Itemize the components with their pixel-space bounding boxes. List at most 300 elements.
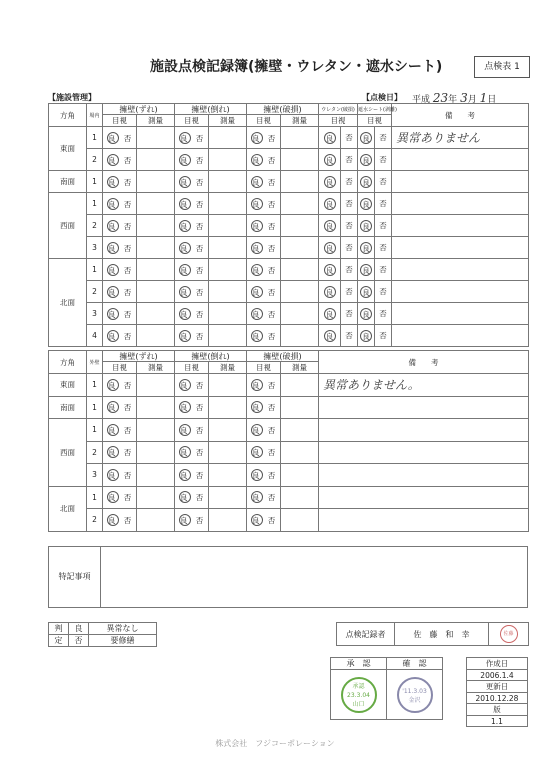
tilt-measure-cell: [209, 193, 247, 215]
side-south: 南面: [49, 171, 87, 193]
bad-mark: 否: [267, 155, 276, 165]
header-shift-measure: 測量: [137, 115, 175, 127]
bad-mark: 否: [267, 493, 276, 503]
tilt-measure-cell: [209, 281, 247, 303]
bad-mark: 否: [267, 287, 276, 297]
approve-stamp: [341, 677, 377, 713]
urethane-bad-cell: [341, 149, 358, 171]
tilt-measure-cell: [209, 127, 247, 149]
damage-visual-cell: [247, 509, 281, 532]
shift-measure-cell: [137, 127, 175, 149]
table-row: [49, 486, 529, 509]
confirm-stamp: [397, 677, 433, 713]
good-mark: 良: [179, 379, 191, 391]
row-number: 2: [87, 215, 103, 237]
good-mark: 良: [251, 198, 263, 210]
sheet-good-cell: [358, 215, 375, 237]
shift-visual-cell: [103, 441, 137, 464]
tilt-measure-cell: [209, 303, 247, 325]
table-row: [49, 509, 529, 532]
header-damage-measure: 測量: [281, 115, 319, 127]
good-mark: 良: [251, 154, 263, 166]
tilt-visual-cell: [175, 396, 209, 419]
judgment-good: 良: [69, 623, 89, 635]
good-mark: 良: [179, 424, 191, 436]
bad-mark: 否: [123, 199, 132, 209]
good-mark: 良: [360, 154, 372, 166]
good-mark: 良: [107, 491, 119, 503]
judgment-label-1: 判: [49, 623, 69, 635]
good-mark: 良: [324, 330, 336, 342]
bad-mark: 否: [267, 515, 276, 525]
remarks-cell: [319, 486, 529, 509]
bad-mark: 否: [345, 155, 353, 164]
good-mark: 良: [251, 220, 263, 232]
row-number: 2: [87, 441, 103, 464]
shift-measure-cell: [137, 259, 175, 281]
table-row: [49, 303, 529, 325]
shift-measure-cell: [137, 193, 175, 215]
tilt-measure-cell: [209, 259, 247, 281]
bad-mark: 否: [379, 265, 387, 274]
tilt-visual-cell: [175, 193, 209, 215]
table-row: [49, 441, 529, 464]
row-number: 3: [87, 237, 103, 259]
approval-box: [330, 657, 443, 720]
remarks-cell: [392, 281, 529, 303]
footer-company: 株式会社 フジコーポレーション: [215, 739, 335, 748]
bad-mark: 否: [195, 287, 204, 297]
bad-mark: 否: [123, 331, 132, 341]
bad-mark: 否: [345, 133, 353, 142]
remarks-cell: [392, 171, 529, 193]
sheet-bad-cell: [375, 237, 392, 259]
damage-measure-cell: [281, 419, 319, 442]
good-mark: 良: [179, 154, 191, 166]
urethane-good-cell: [319, 149, 341, 171]
good-mark: 良: [107, 264, 119, 276]
bad-mark: 否: [195, 425, 204, 435]
good-mark: 良: [251, 469, 263, 481]
bad-mark: 否: [345, 287, 353, 296]
bad-mark: 否: [195, 221, 204, 231]
inspection-table-upper: [48, 103, 529, 347]
sheet-good-cell: [358, 281, 375, 303]
bad-mark: 否: [123, 287, 132, 297]
table-row: [49, 193, 529, 215]
bad-mark: 否: [379, 199, 387, 208]
sheet-bad-cell: [375, 193, 392, 215]
header-direction: 方角: [49, 351, 87, 374]
judgment-legend: [48, 622, 157, 647]
inspection-table-lower: [48, 350, 529, 532]
damage-measure-cell: [281, 149, 319, 171]
shift-measure-cell: [137, 325, 175, 347]
confirm-stamp-person: 金沢: [408, 696, 421, 704]
shift-visual-cell: [103, 486, 137, 509]
table-row: [49, 396, 529, 419]
shift-measure-cell: [137, 441, 175, 464]
tilt-visual-cell: [175, 237, 209, 259]
bad-mark: 否: [267, 177, 276, 187]
good-mark: 良: [179, 514, 191, 526]
remarks-cell: [319, 396, 529, 419]
judgment-good-desc: 異常なし: [89, 623, 157, 635]
good-mark: 良: [107, 514, 119, 526]
bad-mark: 否: [195, 309, 204, 319]
good-mark: 良: [107, 401, 119, 413]
damage-visual-cell: [247, 215, 281, 237]
good-mark: 良: [324, 132, 336, 144]
good-mark: 良: [107, 379, 119, 391]
good-mark: 良: [360, 220, 372, 232]
shift-measure-cell: [137, 149, 175, 171]
sheet-good-cell: [358, 193, 375, 215]
sheet-bad-cell: [375, 149, 392, 171]
header-inner: 場内: [87, 104, 103, 127]
good-mark: 良: [179, 132, 191, 144]
urethane-good-cell: [319, 127, 341, 149]
bad-mark: 否: [195, 133, 204, 143]
row-number: 1: [87, 171, 103, 193]
tilt-visual-cell: [175, 419, 209, 442]
date-year-unit: 年: [448, 95, 458, 105]
bad-mark: 否: [123, 470, 132, 480]
shift-measure-cell: [137, 396, 175, 419]
bad-mark: 否: [379, 133, 387, 142]
damage-visual-cell: [247, 419, 281, 442]
bad-mark: 否: [123, 425, 132, 435]
date-day-unit: 日: [487, 95, 497, 105]
good-mark: 良: [179, 242, 191, 254]
damage-measure-cell: [281, 281, 319, 303]
good-mark: 良: [360, 198, 372, 210]
bad-mark: 否: [123, 448, 132, 458]
side-north: 北面: [49, 486, 87, 531]
bad-mark: 否: [195, 403, 204, 413]
good-mark: 良: [251, 446, 263, 458]
side-west: 西面: [49, 193, 87, 259]
header-remarks: 備 考: [319, 351, 529, 374]
tilt-measure-cell: [209, 396, 247, 419]
bad-mark: 否: [195, 448, 204, 458]
shift-visual-cell: [103, 374, 137, 397]
damage-visual-cell: [247, 325, 281, 347]
damage-measure-cell: [281, 259, 319, 281]
shift-measure-cell: [137, 509, 175, 532]
bad-mark: 否: [195, 265, 204, 275]
good-mark: 良: [107, 424, 119, 436]
sheet-good-cell: [358, 237, 375, 259]
row-number: 1: [87, 396, 103, 419]
header-damage-measure: 測量: [281, 362, 319, 374]
shift-measure-cell: [137, 281, 175, 303]
shift-visual-cell: [103, 303, 137, 325]
bad-mark: 否: [267, 243, 276, 253]
special-notes-label: 特記事項: [49, 547, 101, 607]
damage-measure-cell: [281, 171, 319, 193]
shift-visual-cell: [103, 325, 137, 347]
row-number: 1: [87, 419, 103, 442]
damage-measure-cell: [281, 237, 319, 259]
damage-measure-cell: [281, 441, 319, 464]
inspector-box: [336, 622, 529, 646]
damage-measure-cell: [281, 325, 319, 347]
damage-measure-cell: [281, 486, 319, 509]
header-remarks: 備 考: [392, 104, 529, 127]
urethane-bad-cell: [341, 171, 358, 193]
date-day: 1: [479, 91, 488, 105]
good-mark: 良: [324, 220, 336, 232]
bad-mark: 否: [267, 448, 276, 458]
urethane-bad-cell: [341, 281, 358, 303]
approve-stamp-title: 承認: [352, 682, 365, 690]
good-mark: 良: [324, 264, 336, 276]
updated-date: 2010.12.28: [467, 693, 528, 704]
bad-mark: 否: [195, 470, 204, 480]
sheet-bad-cell: [375, 171, 392, 193]
shift-measure-cell: [137, 171, 175, 193]
remarks-cell: [319, 464, 529, 487]
good-mark: 良: [251, 401, 263, 413]
tilt-measure-cell: [209, 509, 247, 532]
damage-visual-cell: [247, 193, 281, 215]
damage-measure-cell: [281, 374, 319, 397]
bad-mark: 否: [379, 287, 387, 296]
header-urethane: ウレタン(破損): [319, 104, 358, 115]
good-mark: 良: [179, 446, 191, 458]
row-number: 2: [87, 509, 103, 532]
header-direction: 方角: [49, 104, 87, 127]
tilt-measure-cell: [209, 374, 247, 397]
good-mark: 良: [179, 401, 191, 413]
urethane-good-cell: [319, 171, 341, 193]
good-mark: 良: [360, 308, 372, 320]
bad-mark: 否: [379, 221, 387, 230]
table-row: [49, 215, 529, 237]
good-mark: 良: [107, 330, 119, 342]
bad-mark: 否: [123, 265, 132, 275]
bad-mark: 否: [195, 515, 204, 525]
damage-measure-cell: [281, 464, 319, 487]
remarks-cell: [392, 259, 529, 281]
bad-mark: 否: [195, 155, 204, 165]
good-mark: 良: [251, 264, 263, 276]
remarks-cell: [392, 149, 529, 171]
table-row: [49, 325, 529, 347]
header-tilt-measure: 測量: [209, 362, 247, 374]
damage-visual-cell: [247, 281, 281, 303]
shift-visual-cell: [103, 127, 137, 149]
header-shift-visual: 目視: [103, 115, 137, 127]
document-info: [466, 657, 528, 727]
side-east: 東面: [49, 127, 87, 171]
bad-mark: 否: [345, 199, 353, 208]
row-number: 1: [87, 259, 103, 281]
row-number: 1: [87, 374, 103, 397]
urethane-bad-cell: [341, 259, 358, 281]
created-label: 作成日: [467, 658, 528, 670]
tilt-measure-cell: [209, 441, 247, 464]
bad-mark: 否: [123, 380, 132, 390]
row-number: 4: [87, 325, 103, 347]
tilt-visual-cell: [175, 325, 209, 347]
remarks-cell: [392, 303, 529, 325]
sheet-good-cell: [358, 127, 375, 149]
shift-visual-cell: [103, 259, 137, 281]
bad-mark: 否: [123, 133, 132, 143]
shift-measure-cell: [137, 215, 175, 237]
damage-measure-cell: [281, 215, 319, 237]
page-title: 施設点検記録簿(擁壁・ウレタン・遮水シート): [150, 59, 443, 75]
bad-mark: 否: [345, 265, 353, 274]
urethane-good-cell: [319, 325, 341, 347]
good-mark: 良: [179, 198, 191, 210]
tilt-visual-cell: [175, 441, 209, 464]
tilt-measure-cell: [209, 149, 247, 171]
bad-mark: 否: [195, 493, 204, 503]
header-tilt-visual: 目視: [175, 115, 209, 127]
shift-visual-cell: [103, 149, 137, 171]
damage-measure-cell: [281, 193, 319, 215]
good-mark: 良: [107, 446, 119, 458]
bad-mark: 否: [267, 309, 276, 319]
urethane-good-cell: [319, 215, 341, 237]
good-mark: 良: [107, 469, 119, 481]
sheet-bad-cell: [375, 127, 392, 149]
approve-stamp-cell: [331, 670, 387, 720]
urethane-good-cell: [319, 281, 341, 303]
date-era: 平成: [412, 95, 431, 105]
inspector-seal: [489, 623, 529, 646]
bad-mark: 否: [379, 177, 387, 186]
table-row: [49, 149, 529, 171]
bad-mark: 否: [267, 403, 276, 413]
good-mark: 良: [251, 132, 263, 144]
bad-mark: 否: [123, 403, 132, 413]
table-row: [49, 374, 529, 397]
row-number: 2: [87, 149, 103, 171]
bad-mark: 否: [379, 331, 387, 340]
bad-mark: 否: [123, 177, 132, 187]
bad-mark: 否: [195, 331, 204, 341]
tilt-measure-cell: [209, 215, 247, 237]
good-mark: 良: [107, 132, 119, 144]
good-mark: 良: [107, 176, 119, 188]
urethane-bad-cell: [341, 237, 358, 259]
sheet-good-cell: [358, 149, 375, 171]
date-year: 23: [432, 91, 449, 105]
remark-lower: 異常ありません。: [323, 378, 420, 393]
urethane-good-cell: [319, 237, 341, 259]
approve-label: 承 認: [331, 658, 387, 670]
bad-mark: 否: [267, 199, 276, 209]
row-number: 2: [87, 281, 103, 303]
good-mark: 良: [251, 242, 263, 254]
shift-measure-cell: [137, 486, 175, 509]
good-mark: 良: [179, 220, 191, 232]
damage-measure-cell: [281, 509, 319, 532]
approve-stamp-date: 23.3.04: [347, 691, 370, 699]
sheet-bad-cell: [375, 259, 392, 281]
shift-measure-cell: [137, 237, 175, 259]
urethane-good-cell: [319, 193, 341, 215]
good-mark: 良: [360, 176, 372, 188]
updated-label: 更新日: [467, 681, 528, 693]
table-row: [49, 281, 529, 303]
remarks-cell: [392, 215, 529, 237]
good-mark: 良: [251, 286, 263, 298]
seal-stamp: 佐藤: [500, 625, 518, 643]
shift-measure-cell: [137, 303, 175, 325]
bad-mark: 否: [345, 309, 353, 318]
tilt-measure-cell: [209, 419, 247, 442]
bad-mark: 否: [267, 425, 276, 435]
damage-visual-cell: [247, 237, 281, 259]
row-number: 3: [87, 303, 103, 325]
bad-mark: 否: [195, 199, 204, 209]
good-mark: 良: [251, 330, 263, 342]
inspector-label: 点検記録者: [337, 623, 395, 646]
good-mark: 良: [179, 286, 191, 298]
remarks-cell: [319, 441, 529, 464]
tilt-visual-cell: [175, 281, 209, 303]
header-tilt: 擁壁(倒れ): [175, 351, 247, 362]
damage-visual-cell: [247, 396, 281, 419]
bad-mark: 否: [345, 221, 353, 230]
remarks-cell: [392, 127, 529, 149]
shift-measure-cell: [137, 464, 175, 487]
good-mark: 良: [251, 176, 263, 188]
tilt-visual-cell: [175, 149, 209, 171]
shift-visual-cell: [103, 193, 137, 215]
sheet-good-cell: [358, 303, 375, 325]
good-mark: 良: [107, 154, 119, 166]
good-mark: 良: [107, 308, 119, 320]
remarks-cell: [319, 374, 529, 397]
judgment-bad-desc: 要修繕: [89, 635, 157, 647]
table-row: [49, 237, 529, 259]
shift-visual-cell: [103, 509, 137, 532]
good-mark: 良: [251, 514, 263, 526]
shift-measure-cell: [137, 374, 175, 397]
good-mark: 良: [179, 469, 191, 481]
version-number: 1.1: [467, 716, 528, 727]
tilt-visual-cell: [175, 259, 209, 281]
tilt-visual-cell: [175, 127, 209, 149]
header-sheet-visual: 目視: [358, 115, 392, 127]
bad-mark: 否: [123, 221, 132, 231]
tilt-measure-cell: [209, 486, 247, 509]
header-shift: 擁壁(ずれ): [103, 351, 175, 362]
header-tilt-measure: 測量: [209, 115, 247, 127]
remark-upper: 異常ありません: [396, 131, 481, 145]
bad-mark: 否: [195, 380, 204, 390]
urethane-good-cell: [319, 303, 341, 325]
header-damage: 擁壁(破損): [247, 351, 319, 362]
bad-mark: 否: [123, 493, 132, 503]
good-mark: 良: [360, 330, 372, 342]
sheet-good-cell: [358, 325, 375, 347]
damage-visual-cell: [247, 303, 281, 325]
good-mark: 良: [324, 308, 336, 320]
good-mark: 良: [107, 242, 119, 254]
urethane-bad-cell: [341, 215, 358, 237]
sheet-bad-cell: [375, 303, 392, 325]
form-number-badge: 点検表 1: [474, 56, 530, 78]
tilt-visual-cell: [175, 303, 209, 325]
date-month: 3: [460, 91, 468, 105]
